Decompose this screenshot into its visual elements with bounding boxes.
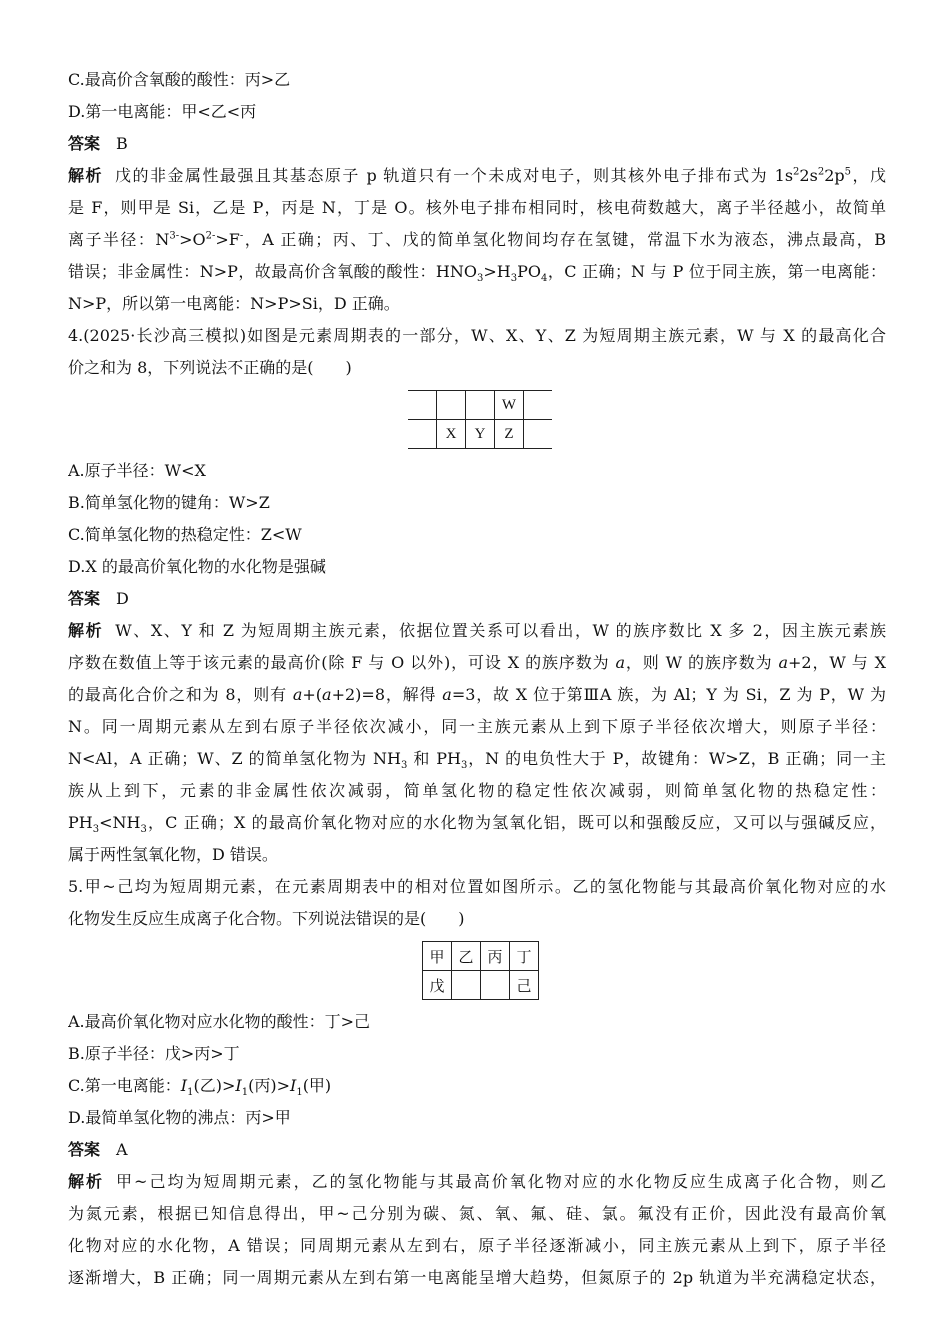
q5-periodic-table xyxy=(422,941,539,1000)
table-cell: 戊 xyxy=(423,971,452,1000)
q4-option-c: C.简单氢化物的热稳定性：Z<W xyxy=(68,525,302,544)
explanation-label: 解析 xyxy=(68,166,103,185)
text: 2s xyxy=(799,166,818,185)
q5-explanation-line: 逐渐增大，B 正确；同一周期元素从左到右第一电离能呈增大趋势，但氮原子的 2p 轨道为半充满稳定状态， xyxy=(68,1268,886,1287)
table-row xyxy=(423,971,539,1000)
sub: 3 xyxy=(510,273,518,285)
text: (丙)> xyxy=(248,1076,290,1095)
sub: 1 xyxy=(296,1087,303,1099)
table-cell: X xyxy=(437,420,466,449)
text: ，A 正确；丙、丁、戊的简单氢化物间均存在氢键，常温下水为液态，沸点最高，B xyxy=(243,230,886,249)
q5-stem: 化物发生反应生成离子化合物。下列说法错误的是( ) xyxy=(68,909,465,928)
text: (甲) xyxy=(302,1076,332,1095)
q5-explanation-line: 为氮元素，根据已知信息得出，甲~己分别为碳、氮、氧、氟、硅、氯。氟没有正价，因此没有最高价氧 xyxy=(68,1204,886,1223)
table-cell: Z xyxy=(495,420,524,449)
text: =3，故 X 位于第ⅢA 族，为 Al；Y 为 Si，Z 为 P，W 为 xyxy=(451,685,886,704)
q5-explanation-line xyxy=(68,1166,886,1198)
sub: 1 xyxy=(187,1087,194,1099)
q3-answer xyxy=(68,128,886,160)
table-cell: 丁 xyxy=(510,942,539,971)
table-cell xyxy=(466,391,495,420)
text: >H xyxy=(483,262,511,281)
text: <NH xyxy=(99,813,141,832)
text: ，N 的电负性大于 P，故键角：W>Z，B 正确；同一主 xyxy=(467,749,886,768)
table-cell: 乙 xyxy=(452,942,481,971)
q4-explanation-line xyxy=(68,807,886,839)
explanation-label: 解析 xyxy=(68,1172,105,1191)
text: 2p xyxy=(824,166,845,185)
text: N<Al，A 正确；W、Z 的简单氢化物为 NH xyxy=(68,749,401,768)
answer-label: 答案 xyxy=(68,1140,101,1159)
text: 和 PH xyxy=(407,749,461,768)
table-row xyxy=(408,391,552,420)
q5-answer xyxy=(68,1134,886,1166)
q4-explanation-line: 属于两性氢氧化物，D 错误。 xyxy=(68,845,278,864)
table-cell xyxy=(408,391,437,420)
table-cell xyxy=(481,971,510,1000)
table-cell: 甲 xyxy=(423,942,452,971)
text: 甲~己均为短周期元素，乙的氢化物能与其最高价氧化物对应的水化物反应生成离子化合物，则乙 xyxy=(116,1172,886,1191)
answer-value: B xyxy=(116,134,128,153)
q3-explanation-line xyxy=(68,256,886,288)
variable: a xyxy=(442,685,452,704)
q4-periodic-table xyxy=(408,390,552,449)
table-cell: Y xyxy=(466,420,495,449)
text: PH xyxy=(68,813,93,832)
q4-explanation-line xyxy=(68,743,886,775)
sup: 2 xyxy=(793,166,800,178)
text: ，C 正确；X 的最高价氧化物对应的水化物为氢氧化铝，既可以和强酸反应，又可以与强碱反应， xyxy=(146,813,886,832)
table-cell: 己 xyxy=(510,971,539,1000)
q3-explanation-line xyxy=(68,224,886,256)
table-cell xyxy=(524,420,553,449)
sup: 5 xyxy=(844,166,851,178)
q4-explanation-line xyxy=(68,647,886,679)
text: 戊的非金属性最强且其基态原子 p 轨道只有一个未成对电子，则其核外电子排布式为 1s xyxy=(114,166,794,185)
variable: I xyxy=(235,1076,242,1095)
answer-value: D xyxy=(116,589,129,608)
text: PO xyxy=(517,262,541,281)
q3-explanation-line: 是 F，则甲是 Si，乙是 P，丙是 N，丁是 O。核外电子排布相同时，核电荷数越大，离子半径越小，故简单 xyxy=(68,198,886,217)
explanation-label: 解析 xyxy=(68,621,104,640)
q3-explanation-line: N>P，所以第一电离能：N>P>Si，D 正确。 xyxy=(68,294,400,313)
variable: I xyxy=(289,1076,297,1095)
table-cell: 丙 xyxy=(481,942,510,971)
variable: a xyxy=(778,653,788,672)
table-cell xyxy=(437,391,466,420)
answer-value: A xyxy=(116,1140,128,1159)
q4-explanation-line xyxy=(68,615,886,647)
q4-explanation-line: N。同一周期元素从左到右原子半径依次减小，同一主族元素从上到下原子半径依次增大，则原子半径： xyxy=(68,717,886,736)
text: +2，W 与 X xyxy=(787,653,886,672)
table-cell: W xyxy=(495,391,524,420)
q5-option-b: B.原子半径：戊>丙>丁 xyxy=(68,1044,240,1063)
sup: 3- xyxy=(169,230,180,242)
q4-option-d: D.X 的最高价氧化物的水化物是强碱 xyxy=(68,557,326,576)
text: +( xyxy=(302,685,323,704)
q4-option-a: A.原子半径：W<X xyxy=(68,461,206,480)
text: C.第一电离能： xyxy=(68,1076,181,1095)
table-row xyxy=(423,942,539,971)
q4-stem: 价之和为 8，下列说法不正确的是( ) xyxy=(68,358,352,377)
q4-explanation-line: 族从上到下，元素的非金属性依次减弱，简单氢化物的稳定性依次减弱，则简单氢化物的热稳定性： xyxy=(68,781,886,800)
text: ，C 正确；N 与 P 位于同主族，第一电离能： xyxy=(547,262,886,281)
sub: 4 xyxy=(540,273,548,285)
table-cell xyxy=(524,391,553,420)
sub: 3 xyxy=(460,760,468,772)
text: W、X、Y 和 Z 为短周期主族元素，依据位置关系可以看出，W 的族序数比 X 多 2，因主族元素族 xyxy=(115,621,886,640)
q4-answer xyxy=(68,583,886,615)
variable: a xyxy=(322,685,332,704)
q3-option-c: C.最高价含氧酸的酸性：丙>乙 xyxy=(68,70,291,89)
text: ，则 W 的族序数为 xyxy=(625,653,779,672)
table-row xyxy=(408,420,552,449)
variable: a xyxy=(615,653,626,672)
table-cell xyxy=(408,420,437,449)
text: ，戊 xyxy=(850,166,886,185)
q4-explanation-line xyxy=(68,679,886,711)
table-cell xyxy=(452,971,481,1000)
answer-label: 答案 xyxy=(68,134,101,153)
q4-stem: 4.(2025·长沙高三模拟)如图是元素周期表的一部分，W、X、Y、Z 为短周期主族元素，W 与 X 的最高化合 xyxy=(68,326,886,345)
variable: a xyxy=(292,685,303,704)
q5-option-c xyxy=(68,1070,886,1102)
text: >O xyxy=(179,230,206,249)
document-page xyxy=(68,64,886,1294)
sub: 3 xyxy=(400,760,408,772)
q4-option-b: B.简单氢化物的键角：W>Z xyxy=(68,493,270,512)
q5-option-a: A.最高价氧化物对应水化物的酸性：丁>己 xyxy=(68,1012,371,1031)
text: 的最高化合价之和为 8，则有 xyxy=(68,685,293,704)
q5-stem: 5.甲~己均为短周期元素，在元素周期表中的相对位置如图所示。乙的氢化物能与其最高价氧化物对应的水 xyxy=(68,877,886,896)
text: 错误；非金属性：N>P，故最高价含氧酸的酸性：HNO xyxy=(68,262,477,281)
text: 序数在数值上等于该元素的最高价(除 F 与 O 以外)，可设 X 的族序数为 xyxy=(68,653,616,672)
sup: - xyxy=(239,230,244,242)
text: >F xyxy=(215,230,240,249)
q5-option-d: D.最简单氢化物的沸点：丙>甲 xyxy=(68,1108,291,1127)
text: 离子半径：N xyxy=(68,230,170,249)
sub: 1 xyxy=(241,1087,249,1099)
q3-option-d: D.第一电离能：甲<乙<丙 xyxy=(68,102,257,121)
sup: 2 xyxy=(817,166,825,178)
sub: 3 xyxy=(140,824,147,836)
q5-explanation-line: 化物对应的水化物，A 错误；同周期元素从左到右，原子半径逐渐减小，同主族元素从上到下，原子半径 xyxy=(68,1236,886,1255)
q3-explanation-line xyxy=(68,160,886,192)
variable: I xyxy=(180,1076,188,1095)
sub: 3 xyxy=(476,273,484,285)
text: +2)=8，解得 xyxy=(331,685,443,704)
answer-label: 答案 xyxy=(68,589,101,608)
sup: 2- xyxy=(205,230,216,242)
text: (乙)> xyxy=(193,1076,236,1095)
sub: 3 xyxy=(92,824,100,836)
